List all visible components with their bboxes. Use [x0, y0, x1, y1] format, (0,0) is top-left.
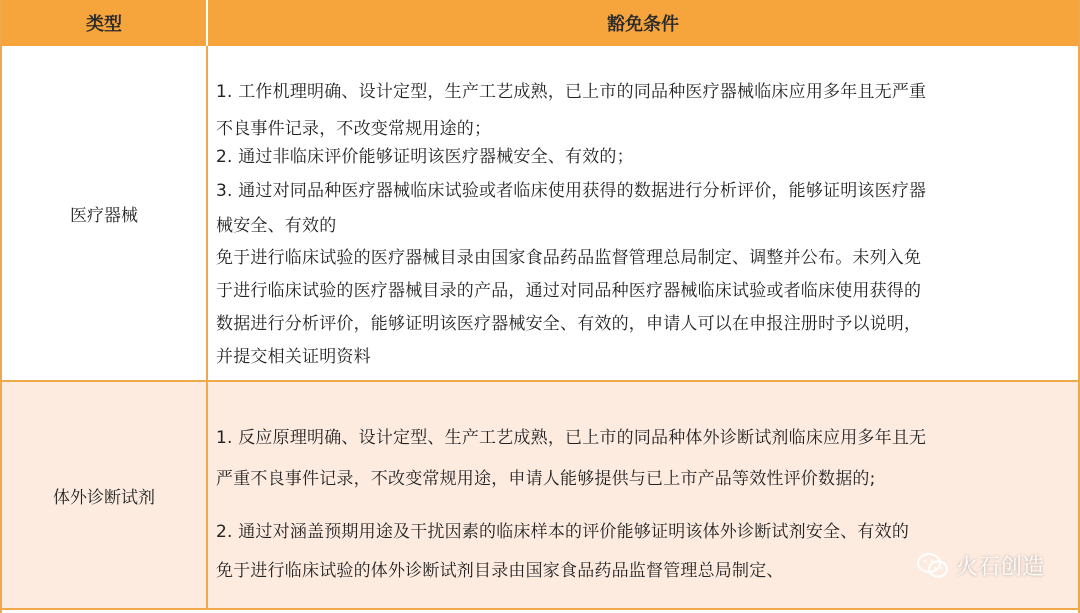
row-condition-cell [208, 46, 1078, 380]
condition-line: 数据进行分析评价，能够证明该医疗器械安全、有效的，申请人可以在申报注册时予以说明， [216, 314, 922, 334]
condition-line: 2. 通过非临床评价能够证明该医疗器械安全、有效的； [216, 147, 634, 167]
condition-line: 于进行临床试验的医疗器械目录的产品，通过对同品种医疗器械临床试验或者临床使用获得的 [216, 281, 922, 301]
condition-line: 不良事件记录，不改变常规用途的； [216, 119, 492, 139]
condition-line: 严重不良事件记录，不改变常规用途，申请人能够提供与已上市产品等效性评价数据的; [216, 469, 876, 489]
table-row [2, 382, 1078, 610]
condition-line: 2. 通过对涵盖预期用途及干扰因素的临床样本的评价能够证明该体外诊断试剂安全、有效的 [216, 522, 910, 542]
table-header [2, 0, 1078, 46]
condition-line: 并提交相关证明资料 [216, 347, 371, 367]
row-condition-cell [208, 382, 1078, 608]
header-condition: 豁免条件 [607, 14, 679, 35]
watermark-text: 火石创造 [955, 555, 1044, 580]
row-type-cell: 医疗器械 [2, 46, 208, 380]
condition-line: 1. 反应原理明确、设计定型、生产工艺成熟，已上市的同品种体外诊断试剂临床应用多年且无 [216, 428, 927, 448]
row-type-cell: 体外诊断试剂 [2, 382, 208, 608]
condition-line: 械安全、有效的 [216, 216, 337, 236]
header-type: 类型 [2, 0, 208, 46]
table-row [2, 46, 1078, 382]
condition-line: 免于进行临床试验的医疗器械目录由国家食品药品监督管理总局制定、调整并公布。未列入免 [216, 248, 922, 268]
condition-line: 3. 通过对同品种医疗器械临床试验或者临床使用获得的数据进行分析评价，能够证明该医疗器 [216, 181, 927, 201]
condition-line: 免于进行临床试验的体外诊断试剂目录由国家食品药品监督管理总局制定、 [216, 561, 784, 581]
condition-line: 1. 工作机理明确、设计定型，生产工艺成熟，已上市的同品种医疗器械临床应用多年且无严重 [216, 82, 927, 102]
